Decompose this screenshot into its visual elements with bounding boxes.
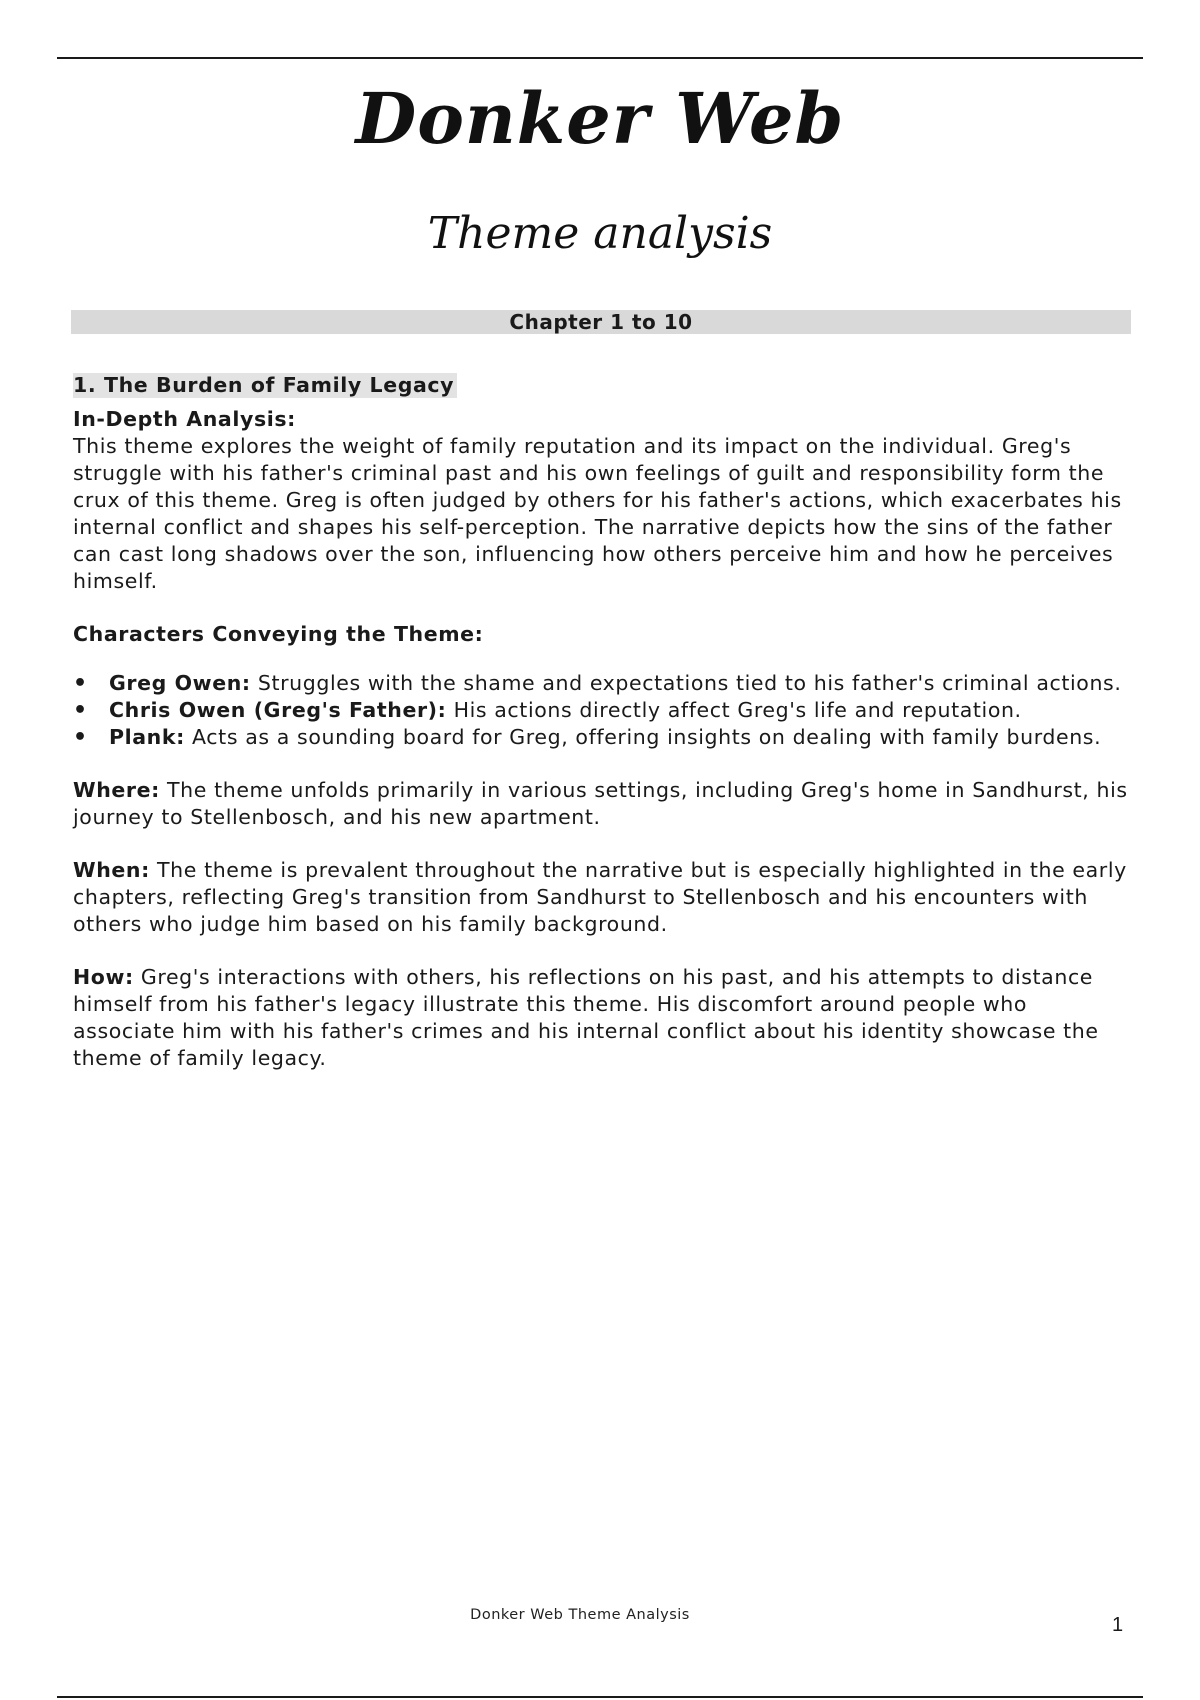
footer-text: Donker Web Theme Analysis xyxy=(470,1607,690,1623)
characters-list xyxy=(73,670,1133,751)
where-label: Where: xyxy=(73,778,160,802)
character-name: Chris Owen (Greg's Father): xyxy=(109,698,447,722)
how-label: How: xyxy=(73,965,134,989)
how-paragraph xyxy=(73,964,1133,1072)
list-item xyxy=(73,724,1133,751)
bottom-rule xyxy=(57,1696,1143,1698)
when-paragraph xyxy=(73,857,1133,938)
analysis-text: This theme explores the weight of family reputation and its impact on the individual. Greg's struggle with his father's criminal past and his own feelings of guilt and responsibility form the crux of this theme. Greg is often judged by others for his father's actions, which exacerbates his internal conflict and shapes his self-perception. The narrative depicts how the sins of the father can cast long shadows over the son, influencing how others perceive him and how he perceives himself. xyxy=(73,434,1122,593)
character-description: His actions directly affect Greg's life and reputation. xyxy=(453,698,1022,722)
characters-label: Characters Conveying the Theme: xyxy=(73,622,484,646)
bullet-icon: • xyxy=(73,725,88,750)
character-description: Struggles with the shame and expectations tied to his father's criminal actions. xyxy=(257,671,1122,695)
character-name: Greg Owen: xyxy=(109,671,251,695)
top-rule xyxy=(57,57,1143,59)
page-number: 1 xyxy=(1112,1614,1124,1636)
chapter-range-bar: Chapter 1 to 10 xyxy=(71,310,1131,334)
character-description: Acts as a sounding board for Greg, offering insights on dealing with family burdens. xyxy=(192,725,1102,749)
how-text: Greg's interactions with others, his reflections on his past, and his attempts to distance himself from his father's legacy illustrate this theme. His discomfort around people who associate him with his father's crimes and his internal conflict about his identity showcase the theme of family legacy. xyxy=(73,965,1099,1070)
where-paragraph xyxy=(73,777,1133,831)
document-title: Donker Web xyxy=(355,77,845,160)
bullet-icon: • xyxy=(73,671,88,696)
section-heading: 1. The Burden of Family Legacy xyxy=(73,373,457,398)
theme-section xyxy=(73,372,1133,1072)
when-text: The theme is prevalent throughout the narrative but is especially highlighted in the early chapters, reflecting Greg's transition from Sandhurst to Stellenbosch and his encounters with others who judge him based on his family background. xyxy=(73,858,1127,936)
where-text: The theme unfolds primarily in various settings, including Greg's home in Sandhurst, his journey to Stellenbosch, and his new apartment. xyxy=(73,778,1128,829)
list-item xyxy=(73,697,1133,724)
when-label: When: xyxy=(73,858,150,882)
bullet-icon: • xyxy=(73,698,88,723)
document-subtitle: Theme analysis xyxy=(427,208,773,259)
analysis-label: In-Depth Analysis: xyxy=(73,407,296,431)
list-item xyxy=(73,670,1133,697)
character-name: Plank: xyxy=(109,725,185,749)
